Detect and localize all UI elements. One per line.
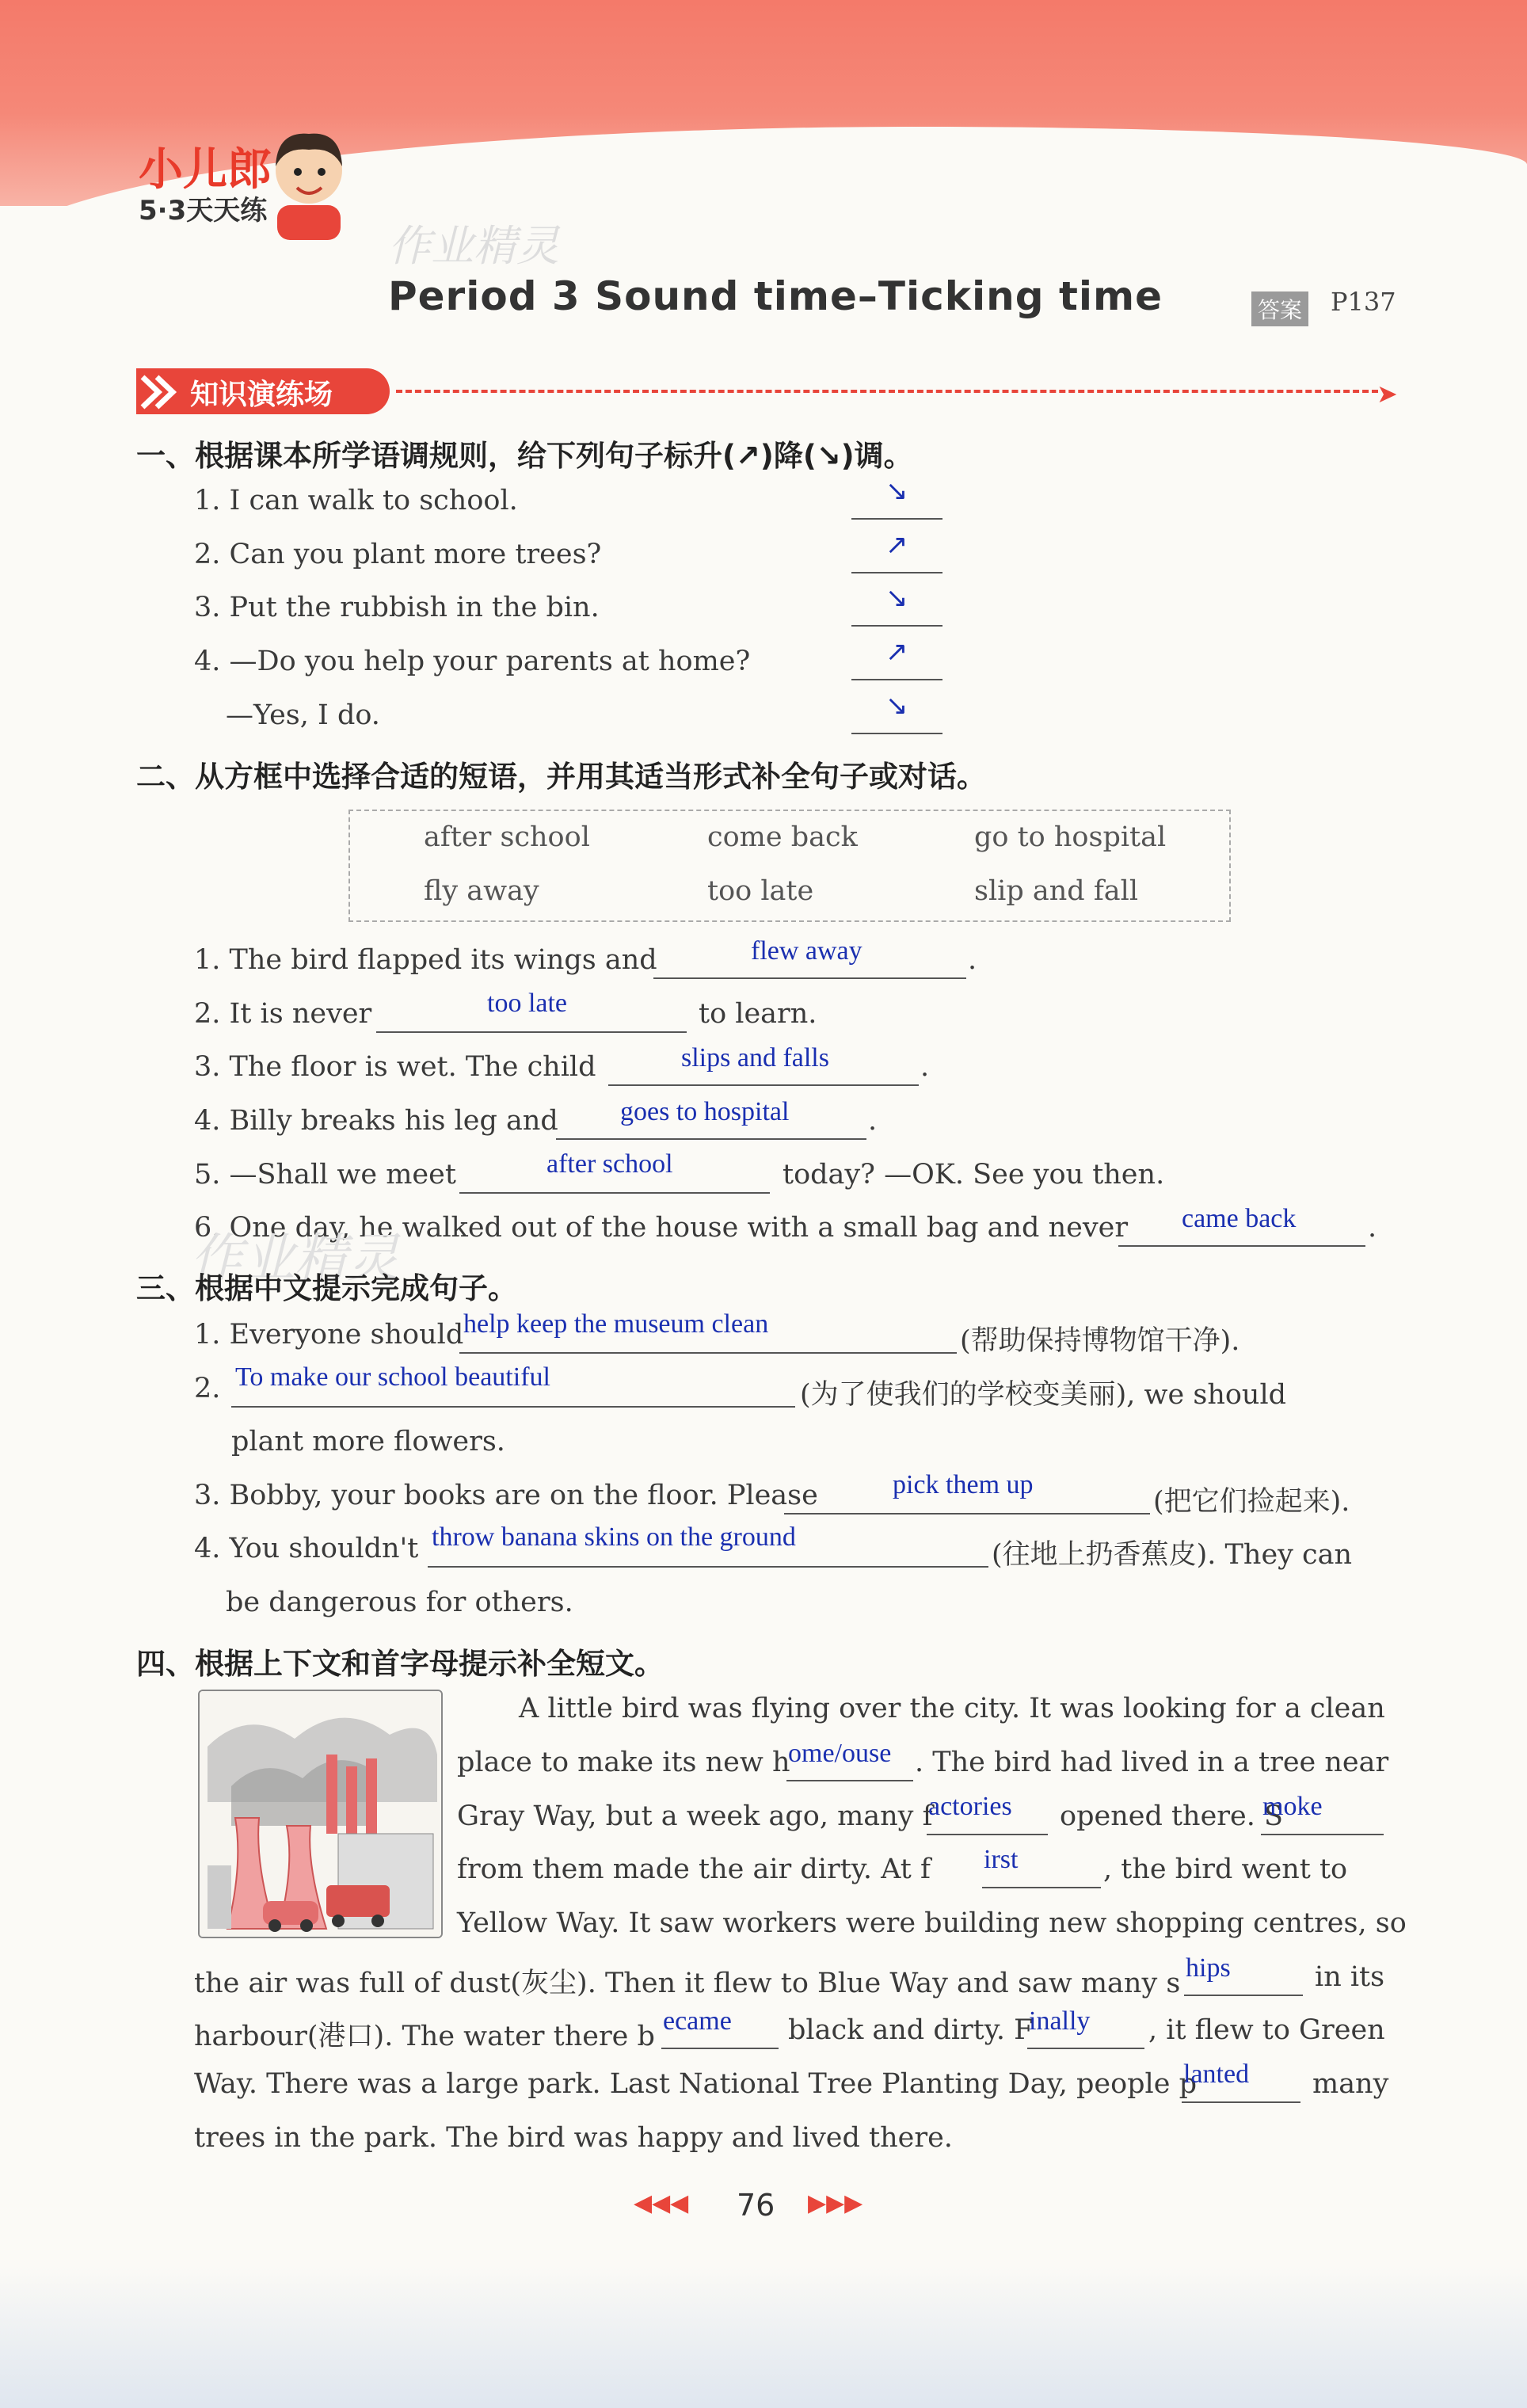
- passage-line-8b: many: [1312, 2068, 1389, 2100]
- part3-item-2-text: 2.: [194, 1373, 221, 1404]
- part4-heading: 四、根据上下文和首字母提示补全短文。: [136, 1647, 664, 1681]
- brand-logo-text: 小儿郎: [139, 144, 272, 196]
- phrase-item: fly away: [424, 875, 539, 907]
- part2-answer-1: flew away: [751, 936, 863, 966]
- brand-subtitle: 5·3天天练: [139, 195, 268, 227]
- watermark: 作业精灵: [388, 221, 559, 271]
- passage-answer-8: lanted: [1183, 2059, 1250, 2089]
- part2-heading: 二、从方框中选择合适的短语，并用其适当形式补全句子或对话。: [136, 760, 986, 794]
- part2-item-4-text: 4. Billy breaks his leg and: [194, 1105, 558, 1137]
- part3-item-1-end: (帮助保持博物馆干净).: [960, 1325, 1240, 1357]
- page-prev-arrows-icon: ◀◀◀: [634, 2189, 689, 2217]
- passage-line-8a: Way. There was a large park. Last National Tree Planting Day, people p: [194, 2068, 1197, 2100]
- passage-answer-4: irst: [984, 1845, 1019, 1874]
- part2-item-6-end: .: [1368, 1212, 1377, 1244]
- factory-pollution-illustration: [198, 1690, 443, 1938]
- part3-answer-3: pick them up: [893, 1470, 1034, 1499]
- chevron-right-icon: [139, 374, 179, 410]
- phrase-item: go to hospital: [974, 821, 1167, 853]
- page-next-arrows-icon: ▶▶▶: [808, 2189, 863, 2217]
- part1-heading: 一、根据课本所学语调规则，给下列句子标升(↗)降(↘)调。: [136, 439, 913, 473]
- part3-item-3-end: (把它们捡起来).: [1153, 1486, 1350, 1518]
- part1-item-1: 1. I can walk to school.: [194, 485, 518, 516]
- part2-answer-6: came back: [1182, 1204, 1297, 1233]
- passage-line-2b: . The bird had lived in a tree near: [915, 1747, 1389, 1778]
- part2-item-3-end: .: [920, 1051, 930, 1083]
- answer-tag: 答案: [1251, 291, 1308, 326]
- arrow-right-icon: ➤: [1377, 379, 1398, 409]
- page-number: 76: [737, 2188, 775, 2223]
- part1-answer-5: ↘: [885, 690, 908, 722]
- part3-item-4-end: (往地上扔香蕉皮). They can: [992, 1539, 1353, 1571]
- part3-item-4-text: 4. You shouldn't: [194, 1533, 419, 1564]
- passage-line-7b: black and dirty. F: [788, 2014, 1034, 2046]
- passage-answer-5: hips: [1186, 1953, 1231, 1983]
- part1-answer-4: ↗: [885, 636, 908, 668]
- part2-item-1-end: .: [968, 944, 977, 976]
- passage-answer-1: ome/ouse: [788, 1739, 892, 1768]
- part3-answer-4: throw banana skins on the ground: [432, 1522, 796, 1552]
- passage-line-7a: harbour(港口). The water there b: [194, 2021, 655, 2052]
- part1-item-2: 2. Can you plant more trees?: [194, 539, 602, 570]
- part3-item-3-text: 3. Bobby, your books are on the floor. Please: [194, 1480, 818, 1511]
- part2-answer-4: goes to hospital: [620, 1097, 790, 1126]
- passage-answer-3: moke: [1262, 1792, 1323, 1821]
- bottom-band: [0, 2265, 1527, 2408]
- part1-item-4: 4. —Do you help your parents at home?: [194, 646, 751, 677]
- part1-item-3: 3. Put the rubbish in the bin.: [194, 592, 600, 623]
- part3-answer-2: To make our school beautiful: [235, 1362, 550, 1392]
- passage-line-2a: place to make its new h: [457, 1747, 790, 1778]
- part2-item-2-end: to learn.: [699, 998, 817, 1030]
- part1-answer-2: ↗: [885, 529, 908, 561]
- passage-answer-6: ecame: [663, 2006, 732, 2036]
- part3-item-4-cont: be dangerous for others.: [226, 1587, 573, 1618]
- phrase-item: come back: [707, 821, 858, 853]
- passage-answer-2: actories: [928, 1792, 1012, 1821]
- section-banner-label: 知识演练场: [190, 379, 333, 411]
- part1-item-5: —Yes, I do.: [226, 699, 380, 731]
- part3-item-2-cont: plant more flowers.: [231, 1426, 505, 1457]
- part1-answer-3: ↘: [885, 582, 908, 614]
- part2-answer-5: after school: [546, 1149, 673, 1179]
- part3-item-1-text: 1. Everyone should: [194, 1319, 464, 1351]
- phrase-item: after school: [424, 821, 590, 853]
- answer-page-ref: P137: [1331, 287, 1396, 317]
- phrase-item: too late: [707, 875, 814, 907]
- banner-dashed-line: [396, 390, 1378, 393]
- part2-item-5-end: today? —OK. See you then.: [783, 1159, 1165, 1191]
- passage-line-1: A little bird was flying over the city. It was looking for a clean: [519, 1693, 1385, 1724]
- part1-answer-1: ↘: [885, 475, 908, 507]
- page-title: Period 3 Sound time–Ticking time: [388, 273, 1163, 319]
- part2-item-5-text: 5. —Shall we meet: [194, 1159, 456, 1191]
- part2-item-3-text: 3. The floor is wet. The child: [194, 1051, 596, 1083]
- passage-line-3b: opened there. S: [1060, 1800, 1283, 1832]
- part3-item-2-end: (为了使我们的学校变美丽), we should: [800, 1379, 1287, 1411]
- passage-line-4b: , the bird went to: [1103, 1854, 1348, 1885]
- part3-heading: 三、根据中文提示完成句子。: [136, 1271, 517, 1305]
- passage-line-9: trees in the park. The bird was happy and lived there.: [194, 2122, 953, 2154]
- part2-answer-3: slips and falls: [681, 1043, 829, 1073]
- mascot-boy-icon: [253, 123, 364, 242]
- part2-answer-2: too late: [487, 989, 568, 1018]
- passage-answer-7: inally: [1029, 2006, 1091, 2036]
- passage-line-7c: , it flew to Green: [1148, 2014, 1385, 2046]
- part2-item-1-text: 1. The bird flapped its wings and: [194, 944, 657, 976]
- passage-line-6b: in its: [1315, 1961, 1385, 1993]
- passage-line-6a: the air was full of dust(灰尘). Then it flew to Blue Way and saw many s: [194, 1968, 1181, 1999]
- phrase-item: slip and fall: [974, 875, 1139, 907]
- passage-line-5: Yellow Way. It saw workers were building new shopping centres, so: [457, 1907, 1407, 1939]
- part3-answer-1: help keep the museum clean: [463, 1309, 769, 1339]
- passage-line-4a: from them made the air dirty. At f: [457, 1854, 931, 1885]
- part2-item-4-end: .: [868, 1105, 878, 1137]
- passage-line-3a: Gray Way, but a week ago, many f: [457, 1800, 933, 1832]
- part2-item-6-text: 6. One day, he walked out of the house with a small bag and never: [194, 1212, 1129, 1244]
- part2-item-2-text: 2. It is never: [194, 998, 372, 1030]
- watermark: 作业精灵: [190, 1228, 399, 1289]
